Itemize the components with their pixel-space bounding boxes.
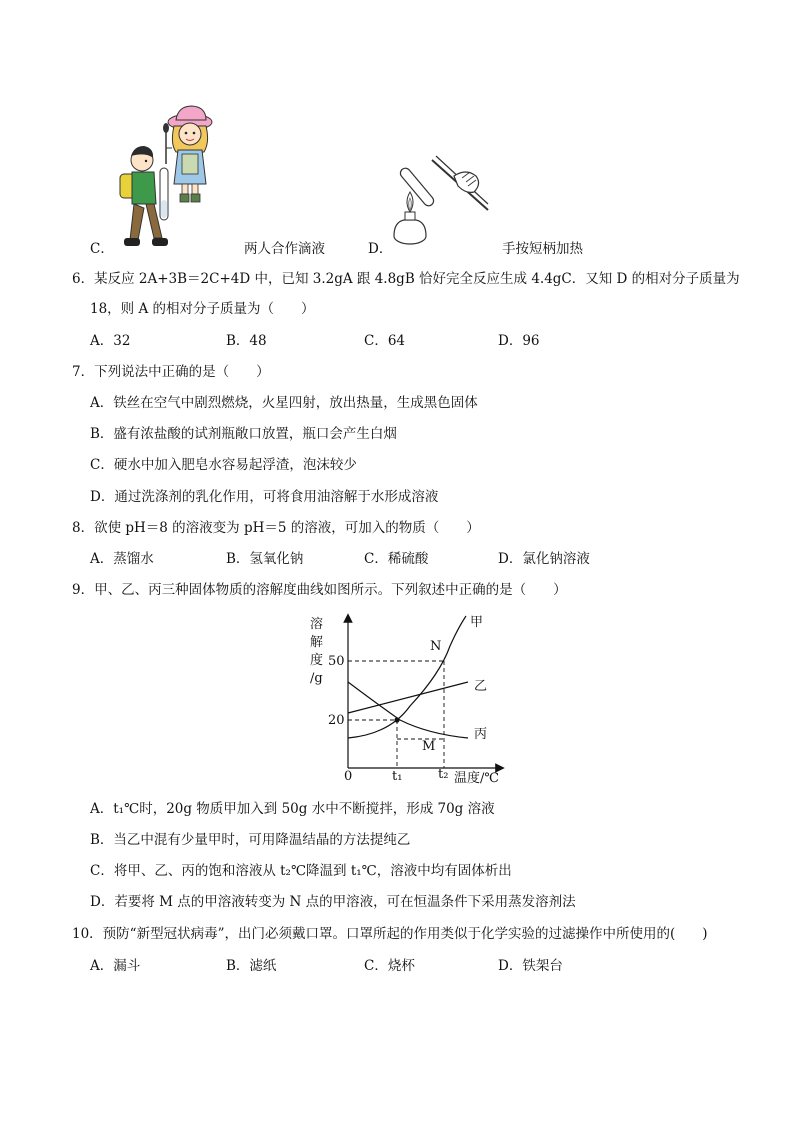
x-tick-t2: t₂ [438, 767, 449, 782]
q8-stem: 8．欲使 pH＝8 的溶液变为 pH＝5 的溶液，可加入的物质（ ） [72, 520, 480, 536]
q8-option-b[interactable]: B．氢氧化钠 [226, 551, 304, 567]
q9-option-b[interactable]: B．当乙中混有少量甲时，可用降温结晶的方法提纯乙 [90, 832, 411, 848]
q7-option-c[interactable]: C．硬水中加入肥皂水容易起浮渣，泡沫较少 [90, 457, 357, 473]
q7-stem: 7．下列说法中正确的是（ ） [72, 364, 270, 380]
q6-option-c[interactable]: C．64 [364, 333, 406, 349]
ylabel-char-4: /g [310, 671, 323, 686]
q6-option-b[interactable]: B．48 [226, 333, 267, 349]
origin-label: 0 [344, 769, 353, 784]
q10-option-d[interactable]: D．铁架台 [498, 958, 563, 974]
q5-option-d-letter[interactable]: D． [368, 241, 393, 257]
q6-stem-line1: 6．某反应 2A+3B＝2C+4D 中，已知 3.2gA 跟 4.8gB 恰好完全反应生成 4.4gC．又知 D 的相对分子质量为 [72, 271, 740, 287]
q6-stem-line2: 18，则 A 的相对分子质量为（ ） [90, 301, 315, 317]
q8-option-c[interactable]: C．稀硫酸 [364, 551, 429, 567]
xlabel: 温度/℃ [454, 771, 499, 786]
ylabel-char-1: 溶 [310, 617, 324, 632]
point-label-m: M [422, 739, 436, 754]
q7-option-b[interactable]: B．盛有浓盐酸的试剂瓶敞口放置，瓶口会产生白烟 [90, 426, 397, 442]
q9-option-a[interactable]: A．t₁℃时，20g 物质甲加入到 50g 水中不断搅拌，形成 70g 溶液 [90, 801, 495, 817]
q10-stem: 10．预防“新型冠状病毒”，出门必须戴口罩。口罩所起的作用类似于化学实验的过滤操作中所使用的( ) [72, 926, 708, 942]
q9-option-d[interactable]: D．若要将 M 点的甲溶液转变为 N 点的甲溶液，可在恒温条件下采用蒸发溶剂法 [90, 894, 576, 910]
q7-option-d[interactable]: D．通过洗涤剂的乳化作用，可将食用油溶解于水形成溶液 [90, 489, 439, 505]
y-tick-50: 50 [328, 654, 345, 669]
intersection-point [394, 717, 399, 722]
solubility-chart [300, 610, 510, 792]
series-label-yi: 乙 [474, 679, 488, 694]
q6-option-d[interactable]: D．96 [498, 333, 540, 349]
q5-option-c-letter[interactable]: C． [90, 241, 114, 257]
point-label-n: N [430, 639, 442, 654]
q10-option-b[interactable]: B．滤纸 [226, 958, 277, 974]
q9-stem: 9．甲、乙、丙三种固体物质的溶解度曲线如图所示。下列叙述中正确的是（ ） [72, 582, 567, 598]
kids-dropping-illustration [112, 104, 216, 250]
q8-option-a[interactable]: A．蒸馏水 [90, 551, 154, 567]
q5-option-d-text: 手按短柄加热 [502, 241, 583, 257]
series-label-bing: 丙 [474, 727, 488, 742]
test-tube-heating-illustration [392, 150, 496, 248]
q7-option-a[interactable]: A．铁丝在空气中剧烈燃烧，火星四射，放出热量，生成黑色固体 [90, 395, 478, 411]
curve-bing [348, 682, 468, 738]
q6-option-a[interactable]: A．32 [90, 333, 131, 349]
ylabel-char-2: 解 [310, 635, 324, 650]
q10-option-c[interactable]: C．烧杯 [364, 958, 415, 974]
x-tick-t1: t₁ [392, 769, 403, 784]
y-tick-20: 20 [328, 713, 345, 728]
q8-option-d[interactable]: D．氯化钠溶液 [498, 551, 590, 567]
q9-option-c[interactable]: C．将甲、乙、丙的饱和溶液从 t₂℃降温到 t₁℃，溶液中均有固体析出 [90, 863, 512, 879]
q5-option-c-text: 两人合作滴液 [244, 241, 325, 257]
q10-option-a[interactable]: A．漏斗 [90, 958, 141, 974]
ylabel-char-3: 度 [310, 653, 324, 668]
series-label-jia: 甲 [470, 615, 484, 630]
